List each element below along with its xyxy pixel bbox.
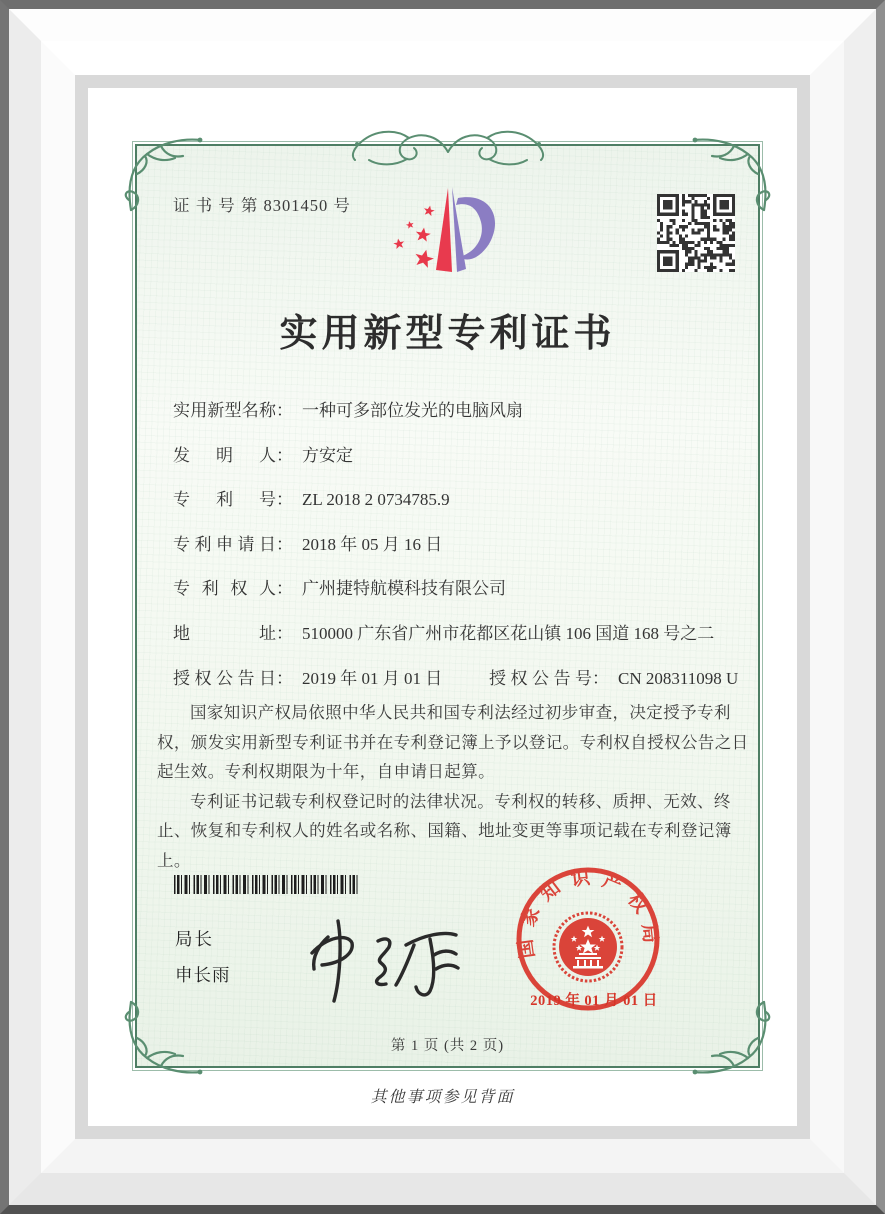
field-list [173,396,740,708]
field-label: 授权公告号 [489,668,592,688]
signer-title: 局长 [175,929,214,949]
grant-date-pair [173,669,442,688]
field-value: 510000 广东省广州市花都区花山镇 106 国道 168 号之二 [302,623,715,643]
field-colon: ： [276,668,293,688]
frame-bevel [9,9,876,1205]
field-label: 专利权人 [173,579,276,599]
grant-number-pair [489,664,738,689]
field-value: 2018 年 05 月 16 日 [302,534,443,554]
field-row [173,485,740,530]
seal-ring-text: 国家知识产权局 [515,867,661,960]
frame-face [41,41,844,1173]
field-value: ZL 2018 2 0734785.9 [302,490,450,510]
field-value: CN 208311098 U [618,668,739,688]
field-colon: ： [276,490,293,510]
field-label: 专利号 [173,490,276,510]
field-label: 发明人 [173,445,276,465]
field-colon: ： [276,445,293,465]
field-colon: ： [276,579,293,599]
frame-mat [75,75,810,1139]
field-label: 授权公告日 [173,668,276,688]
qr-code [657,194,735,272]
certificate-body [135,144,760,1068]
field-label: 专利申请日 [173,534,276,554]
field-label: 实用新型名称 [173,401,276,420]
field-row [173,396,740,441]
certificate-number: 证 书 号 第 8301450 号 [173,196,351,215]
certificate-paper [88,88,797,1126]
legal-text [157,698,751,875]
field-row [173,530,740,575]
field-value: 方安定 [302,445,353,465]
field-row [173,441,740,486]
field-colon: ： [592,668,609,688]
field-value: 一种可多部位发光的电脑风扇 [302,401,523,420]
field-value: 广州捷特航模科技有限公司 [302,579,506,599]
national-emblem-icon [554,913,622,981]
field-colon: ： [276,623,293,643]
field-row [173,574,740,619]
field-row [173,619,740,664]
signer-name: 申长雨 [175,965,231,985]
barcode [174,875,360,894]
signature-script [286,903,461,1008]
back-note: 其他事项参见背面 [370,1089,515,1106]
field-label: 地址 [173,623,276,643]
seal-date: 2019 年 01 月 01 日 [530,993,658,1009]
legal-paragraph: 国家知识产权局依照中华人民共和国专利法经过初步审查，决定授予专利权，颁发实用新型专利证书并在专利登记簿上予以登记。专利权自授权公告之日起生效。专利权期限为十年，自申请日起算。 [157,703,749,781]
certificate-title: 实用新型专利证书 [279,313,616,355]
field-colon: ： [276,534,293,554]
field-value: 2019 年 01 月 01 日 [302,668,443,688]
cnipa-logo-icon [390,184,508,280]
legal-paragraph: 专利证书记载专利权登记时的法律状况。专利权的转移、质押、无效、终止、恢复和专利权人的姓名或名称、国籍、地址变更等事项记载在专利登记簿上。 [157,791,732,870]
page-info: 第 1 页 (共 2 页) [390,1038,505,1054]
border-flourish-top-center-icon [343,124,553,168]
field-colon: ： [276,401,293,420]
